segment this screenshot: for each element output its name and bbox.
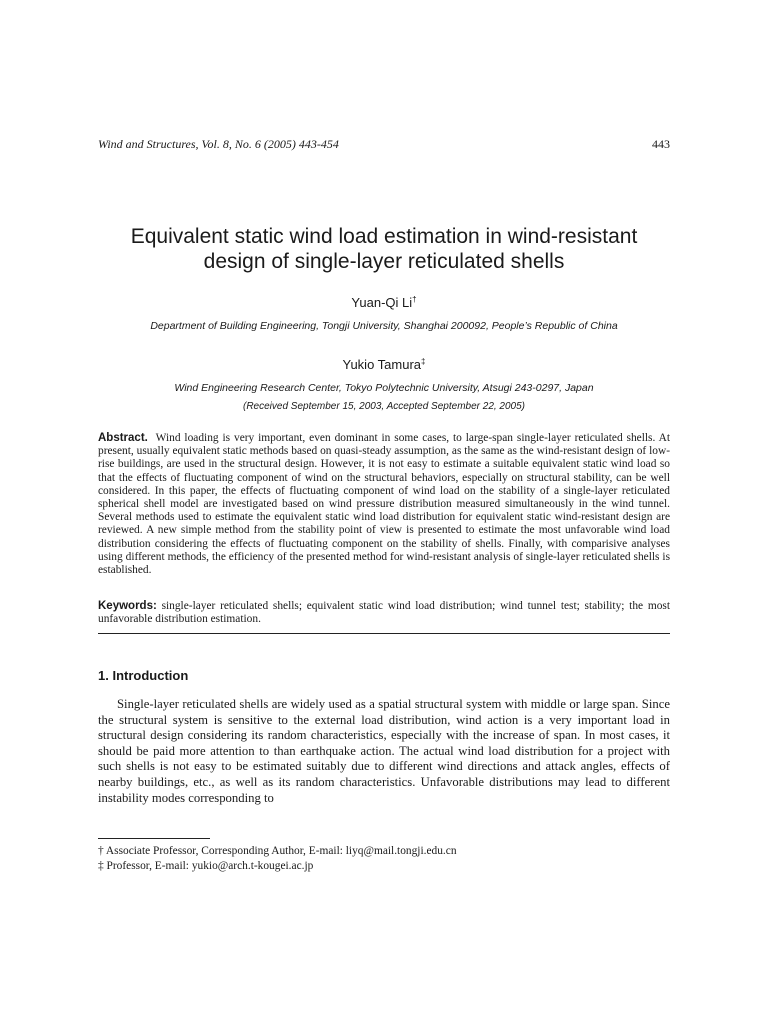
abstract — [98, 432, 670, 577]
abstract-divider — [98, 633, 670, 634]
paper-title — [80, 224, 688, 274]
author-1-name: Yuan-Qi Li — [351, 295, 413, 310]
keywords — [98, 600, 670, 626]
journal-reference: Wind and Structures, Vol. 8, No. 6 (2005) 443-454 — [98, 137, 339, 151]
title-line-1: Equivalent static wind load estimation in wind-resistant — [130, 225, 638, 248]
author-2 — [98, 354, 670, 373]
abstract-text: Wind loading is very important, even dominant in some cases, to large-span single-layer reticulated shells. At present, usually equivalent static methods based on quasi-steady assumption, as the same as the wind-resistant design of low-rise buildings, are used in the structural design. However, it is not easy to estimate a suitable equivalent static wind load so that the effects of fluctuating component of wind on the structural behaviors, especially on structural stability, can be well considered. In this paper, the effects of fluctuating component of wind load on the stability of a single-layer reticulated spherical shell model are investigated based on wind pressure distribution measured simultaneously in the wind tunnel. Several methods used to estimate the equivalent static wind load distribution for equivalent static wind-resistant design are reviewed. A new simple method from the stability point of view is presented to estimate the most unfavorable wind load distribution considering the effects of fluctuating component on the stability of shells. Finally, with comparisive analyses using different methods, the efficiency of the presented method for wind-resistant analysis of single-layer reticulated shells is established. — [98, 432, 670, 577]
footnote-divider — [98, 838, 210, 839]
author-2-affiliation: Wind Engineering Research Center, Tokyo Polytechnic University, Atsugi 243-0297, Japan — [174, 382, 594, 394]
author-1-mark: † — [412, 295, 417, 304]
author-2-name: Yukio Tamura — [342, 357, 422, 372]
author-1-affiliation: Department of Building Engineering, Tongji University, Shanghai 200092, People’s Republic of China — [150, 320, 618, 332]
section-heading-introduction: 1. Introduction — [98, 668, 189, 683]
footnotes — [98, 844, 670, 873]
author-1 — [98, 292, 670, 311]
introduction-paragraph: Single-layer reticulated shells are widely used as a spatial structural system with middle or large span. Since the structural system is sensitive to the external load distribution, wind action is a very important load in structural design considering its random characteristics, especially with the increase of span. In most cases, it should be paid more attention to than earthquake action. The actual wind load distribution for a project with such shells is not easy to be estimated suitably due to different wind directions and attack angles, effects of nearby buildings, etc., as well as its random characteristics. Unfavorable distributions may lead to different instability modes corresponding to — [98, 697, 670, 805]
received-dates: (Received September 15, 2003, Accepted September 22, 2005) — [242, 401, 526, 412]
title-line-2: design of single-layer reticulated shells — [203, 250, 565, 273]
footnote-2: ‡ Professor, E-mail: yukio@arch.t-kougei.ac.jp — [98, 859, 314, 872]
abstract-label: Abstract. — [98, 432, 148, 444]
author-2-mark: ‡ — [421, 357, 426, 366]
keywords-text: single-layer reticulated shells; equivalent static wind load distribution; wind tunnel test; stability; the most unfavorable distribution estimation. — [98, 600, 670, 626]
footnote-1: † Associate Professor, Corresponding Author, E-mail: liyq@mail.tongji.edu.cn — [98, 845, 457, 857]
keywords-label: Keywords: — [98, 600, 157, 612]
page-number: 443 — [652, 137, 670, 151]
